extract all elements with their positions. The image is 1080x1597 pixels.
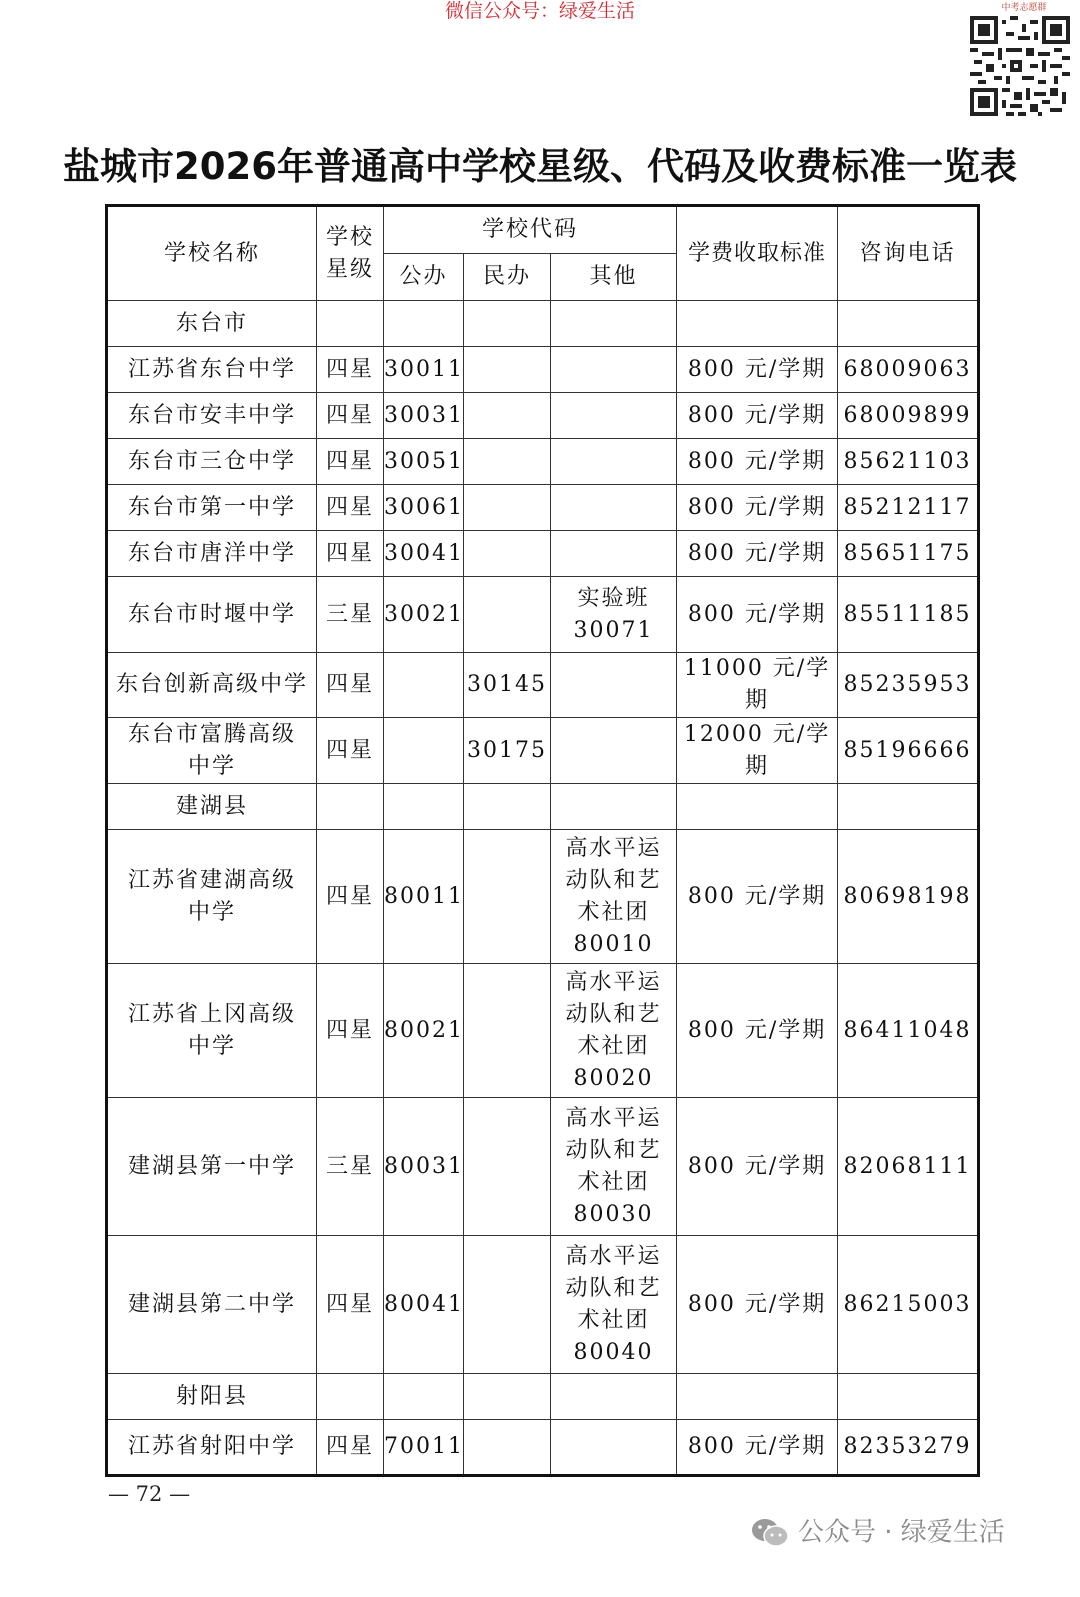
public-code: 80031 — [384, 1098, 464, 1236]
empty-cell — [838, 1374, 979, 1420]
school-name: 建湖县第一中学 — [107, 1098, 317, 1236]
phone-number: 68009899 — [838, 393, 979, 439]
table-row — [107, 393, 979, 439]
empty-cell — [317, 301, 384, 347]
phone-number: 80698198 — [838, 830, 979, 964]
header-star-level — [317, 206, 384, 301]
tuition-fee: 11000 元/学期 — [677, 653, 838, 718]
public-code: 30021 — [384, 577, 464, 653]
header-public: 公办 — [384, 254, 464, 301]
private-code — [464, 393, 551, 439]
private-code — [464, 439, 551, 485]
other-code: 高水平运 动队和艺 术社团 80040 — [551, 1236, 677, 1374]
star-level: 四星 — [317, 830, 384, 964]
school-name: 江苏省建湖高级 中学 — [107, 830, 317, 964]
private-code — [464, 347, 551, 393]
district-name: 建湖县 — [107, 784, 317, 830]
public-code: 80041 — [384, 1236, 464, 1374]
tuition-fee: 800 元/学期 — [677, 964, 838, 1098]
tuition-fee: 800 元/学期 — [677, 531, 838, 577]
table-row — [107, 653, 979, 718]
private-code — [464, 485, 551, 531]
table-row — [107, 531, 979, 577]
public-code: 30011 — [384, 347, 464, 393]
qr-code — [966, 2, 1074, 120]
private-code — [464, 1098, 551, 1236]
star-level: 四星 — [317, 393, 384, 439]
star-level: 四星 — [317, 653, 384, 718]
district-name: 射阳县 — [107, 1374, 317, 1420]
district-name: 东台市 — [107, 301, 317, 347]
phone-number: 86215003 — [838, 1236, 979, 1374]
phone-number: 85511185 — [838, 577, 979, 653]
school-name: 东台创新高级中学 — [107, 653, 317, 718]
other-code: 高水平运 动队和艺 术社团 80020 — [551, 964, 677, 1098]
tuition-fee: 800 元/学期 — [677, 347, 838, 393]
empty-cell — [838, 784, 979, 830]
other-code — [551, 1420, 677, 1476]
public-code: 30051 — [384, 439, 464, 485]
star-level: 三星 — [317, 1098, 384, 1236]
empty-cell — [464, 784, 551, 830]
district-row — [107, 301, 979, 347]
private-code — [464, 531, 551, 577]
empty-cell — [317, 784, 384, 830]
wechat-icon — [750, 1517, 790, 1549]
school-name: 江苏省东台中学 — [107, 347, 317, 393]
table-row — [107, 1236, 979, 1374]
other-code — [551, 347, 677, 393]
star-level: 四星 — [317, 964, 384, 1098]
public-code: 30041 — [384, 531, 464, 577]
table-row — [107, 830, 979, 964]
other-code: 高水平运 动队和艺 术社团 80030 — [551, 1098, 677, 1236]
other-code: 实验班 30071 — [551, 577, 677, 653]
empty-cell — [384, 784, 464, 830]
header-phone: 咨询电话 — [838, 206, 979, 301]
table-row — [107, 485, 979, 531]
qr-code-icon — [970, 16, 1070, 116]
public-code — [384, 653, 464, 718]
private-code — [464, 830, 551, 964]
other-code: 高水平运 动队和艺 术社团 80010 — [551, 830, 677, 964]
school-name: 东台市富腾高级 中学 — [107, 718, 317, 784]
private-code — [464, 577, 551, 653]
star-level: 三星 — [317, 577, 384, 653]
phone-number: 82068111 — [838, 1098, 979, 1236]
public-code: 80021 — [384, 964, 464, 1098]
table-row — [107, 347, 979, 393]
school-name: 江苏省上冈高级 中学 — [107, 964, 317, 1098]
phone-number: 82353279 — [838, 1420, 979, 1476]
star-level: 四星 — [317, 347, 384, 393]
phone-number: 86411048 — [838, 964, 979, 1098]
star-level: 四星 — [317, 485, 384, 531]
star-level: 四星 — [317, 439, 384, 485]
header-star-level-text: 学校星级 — [325, 224, 374, 282]
public-code: 80011 — [384, 830, 464, 964]
other-code — [551, 531, 677, 577]
school-name: 东台市三仓中学 — [107, 439, 317, 485]
phone-number: 68009063 — [838, 347, 979, 393]
table-row — [107, 439, 979, 485]
tuition-fee: 800 元/学期 — [677, 1420, 838, 1476]
empty-cell — [384, 1374, 464, 1420]
public-code: 70011 — [384, 1420, 464, 1476]
star-level: 四星 — [317, 1236, 384, 1374]
table-body — [107, 301, 979, 1476]
header-fee: 学费收取标准 — [677, 206, 838, 301]
phone-number: 85621103 — [838, 439, 979, 485]
bottom-watermark — [750, 1512, 1070, 1552]
school-name: 东台市安丰中学 — [107, 393, 317, 439]
tuition-fee: 800 元/学期 — [677, 830, 838, 964]
private-code — [464, 964, 551, 1098]
table-row — [107, 1420, 979, 1476]
tuition-fee: 12000 元/学期 — [677, 718, 838, 784]
top-watermark: 微信公众号：绿爱生活 — [444, 0, 635, 22]
public-code — [384, 718, 464, 784]
tuition-fee: 800 元/学期 — [677, 393, 838, 439]
page-title: 盐城市2026年普通高中学校星级、代码及收费标准一览表 — [63, 145, 1017, 188]
district-row — [107, 784, 979, 830]
table-row — [107, 964, 979, 1098]
empty-cell — [384, 301, 464, 347]
other-code — [551, 718, 677, 784]
school-name: 东台市第一中学 — [107, 485, 317, 531]
table-row — [107, 1098, 979, 1236]
school-table — [105, 204, 980, 1477]
phone-number: 85235953 — [838, 653, 979, 718]
school-name: 东台市时堰中学 — [107, 577, 317, 653]
empty-cell — [677, 784, 838, 830]
other-code — [551, 653, 677, 718]
public-code: 30061 — [384, 485, 464, 531]
star-level: 四星 — [317, 718, 384, 784]
qr-label: 中考志愿群 — [1001, 3, 1047, 13]
phone-number: 85212117 — [838, 485, 979, 531]
private-code — [464, 1420, 551, 1476]
other-code — [551, 485, 677, 531]
district-row — [107, 1374, 979, 1420]
tuition-fee: 800 元/学期 — [677, 1236, 838, 1374]
empty-cell — [551, 784, 677, 830]
header-school-name: 学校名称 — [107, 206, 317, 301]
other-code — [551, 393, 677, 439]
page-number: — 72 — — [108, 1482, 191, 1506]
header-school-code: 学校代码 — [384, 206, 677, 254]
table-row — [107, 718, 979, 784]
empty-cell — [551, 301, 677, 347]
other-code — [551, 439, 677, 485]
public-code: 30031 — [384, 393, 464, 439]
tuition-fee: 800 元/学期 — [677, 485, 838, 531]
school-name: 江苏省射阳中学 — [107, 1420, 317, 1476]
header-private: 民办 — [464, 254, 551, 301]
school-name: 东台市唐洋中学 — [107, 531, 317, 577]
tuition-fee: 800 元/学期 — [677, 1098, 838, 1236]
table-row — [107, 577, 979, 653]
header-other: 其他 — [551, 254, 677, 301]
bottom-watermark-text: 公众号 · 绿爱生活 — [798, 1517, 1005, 1548]
tuition-fee: 800 元/学期 — [677, 577, 838, 653]
empty-cell — [464, 1374, 551, 1420]
empty-cell — [464, 301, 551, 347]
private-code — [464, 1236, 551, 1374]
phone-number: 85651175 — [838, 531, 979, 577]
empty-cell — [317, 1374, 384, 1420]
empty-cell — [677, 1374, 838, 1420]
empty-cell — [551, 1374, 677, 1420]
tuition-fee: 800 元/学期 — [677, 439, 838, 485]
empty-cell — [838, 301, 979, 347]
phone-number: 85196666 — [838, 718, 979, 784]
private-code: 30145 — [464, 653, 551, 718]
private-code: 30175 — [464, 718, 551, 784]
empty-cell — [677, 301, 838, 347]
school-name: 建湖县第二中学 — [107, 1236, 317, 1374]
star-level: 四星 — [317, 531, 384, 577]
star-level: 四星 — [317, 1420, 384, 1476]
